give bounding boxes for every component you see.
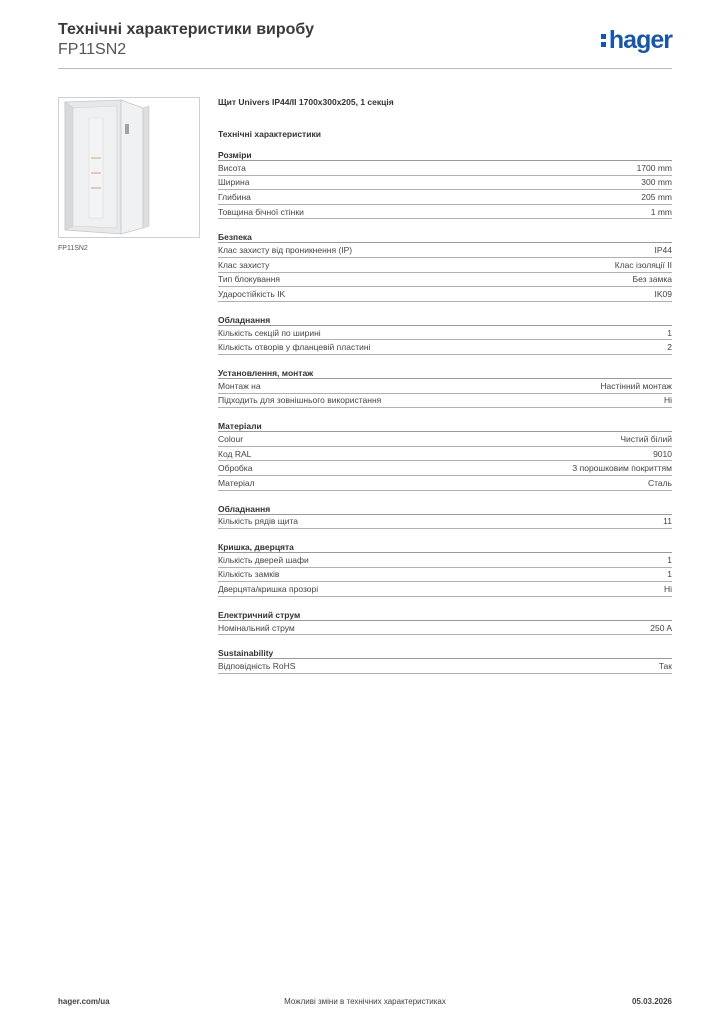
spec-group-title: Кришка, дверцята (218, 542, 672, 553)
section-title: Технічні характеристики (218, 129, 321, 139)
spec-label: Код RAL (218, 448, 252, 459)
product-image (58, 97, 200, 238)
image-caption: FP11SN2 (58, 245, 88, 252)
spec-label: Матеріал (218, 477, 255, 488)
spec-value: 9010 (653, 448, 672, 459)
spec-group-title: Обладнання (218, 315, 672, 326)
spec-row (218, 190, 672, 205)
logo-dots-icon (601, 30, 608, 50)
spec-row (218, 176, 672, 191)
spec-row (218, 243, 672, 258)
specifications (218, 96, 672, 674)
spec-row (218, 621, 672, 636)
product-name: Щит Univers IP44/II 1700x300x205, 1 секція (218, 97, 394, 107)
spec-group-title: Безпека (218, 232, 672, 243)
spec-row (218, 394, 672, 409)
spec-value: IP44 (654, 245, 672, 256)
spec-row (218, 340, 672, 355)
spec-value: 1 (667, 327, 672, 338)
spec-value: IK09 (654, 288, 672, 299)
spec-value: Настінний монтаж (600, 380, 672, 391)
spec-label: Глибина (218, 191, 251, 202)
spec-group-title: Sustainability (218, 648, 672, 659)
spec-row (218, 461, 672, 476)
spec-row (218, 287, 672, 302)
spec-value: 205 mm (641, 191, 672, 202)
spec-value: Клас ізоляції II (614, 259, 672, 270)
spec-label: Кількість отворів у фланцевій пластині (218, 342, 371, 353)
page-header (58, 20, 672, 60)
spec-value: 300 mm (641, 177, 672, 188)
spec-row (218, 447, 672, 462)
spec-groups (218, 150, 672, 674)
footer-date: 05.03.2026 (631, 997, 672, 1006)
spec-value: 250 A (650, 622, 672, 633)
header-divider (58, 68, 672, 69)
spec-group-title: Розміри (218, 150, 672, 161)
hager-logo (601, 26, 672, 55)
spec-group-title: Матеріали (218, 421, 672, 432)
spec-row (218, 659, 672, 674)
spec-row (218, 205, 672, 220)
spec-label: Підходить для зовнішнього використання (218, 395, 382, 406)
spec-value: Без замка (632, 274, 672, 285)
spec-value: 1 (667, 554, 672, 565)
spec-label: Відповідність RoHS (218, 661, 296, 672)
spec-value: Ні (663, 584, 672, 595)
enclosure-illustration-icon (59, 98, 199, 237)
spec-label: Висота (218, 162, 246, 173)
spec-row (218, 273, 672, 288)
spec-label: Кількість секцій по ширині (218, 327, 321, 338)
product-code: FP11SN2 (58, 41, 127, 58)
spec-value: 1700 mm (636, 162, 672, 173)
spec-label: Ширина (218, 177, 250, 188)
spec-label: Обробка (218, 463, 253, 474)
spec-row (218, 476, 672, 491)
spec-label: Кількість замків (218, 569, 280, 580)
footer-website: hager.com/ua (58, 997, 110, 1006)
spec-label: Кількість рядів щита (218, 516, 298, 527)
spec-group-title: Електричний струм (218, 610, 672, 621)
footer-note: Можливі зміни в технічних характеристиках (284, 997, 446, 1006)
spec-value: Так (658, 661, 672, 672)
spec-label: Тип блокування (218, 274, 281, 285)
document-title: Технічні характеристики виробу (58, 21, 314, 38)
spec-value: 11 (663, 516, 672, 527)
spec-label: Монтаж на (218, 380, 261, 391)
spec-label: Дверцята/кришка прозорі (218, 584, 319, 595)
spec-value: Сталь (647, 477, 672, 488)
spec-value: Ні (663, 395, 672, 406)
spec-row (218, 161, 672, 176)
spec-value: 1 mm (650, 206, 672, 217)
spec-row (218, 432, 672, 447)
spec-row (218, 582, 672, 597)
spec-row (218, 326, 672, 341)
spec-row (218, 379, 672, 394)
logo-text: hager (608, 26, 672, 54)
spec-value: 1 (667, 569, 672, 580)
spec-group-title: Установлення, монтаж (218, 368, 672, 379)
spec-label: Товщина бічної стінки (218, 206, 304, 217)
spec-value: З порошковим покриттям (572, 463, 672, 474)
spec-label: Клас захисту від проникнення (IP) (218, 245, 353, 256)
spec-label: Colour (218, 433, 244, 444)
spec-label: Кількість дверей шафи (218, 554, 309, 565)
spec-row (218, 258, 672, 273)
spec-row (218, 553, 672, 568)
spec-group-title: Обладнання (218, 504, 672, 515)
spec-row (218, 568, 672, 583)
spec-value: 2 (667, 342, 672, 353)
spec-label: Номінальний струм (218, 622, 295, 633)
spec-value: Чистий білий (620, 433, 672, 444)
spec-row (218, 515, 672, 530)
spec-label: Ударостійкість IK (218, 288, 286, 299)
spec-label: Клас захисту (218, 259, 270, 270)
